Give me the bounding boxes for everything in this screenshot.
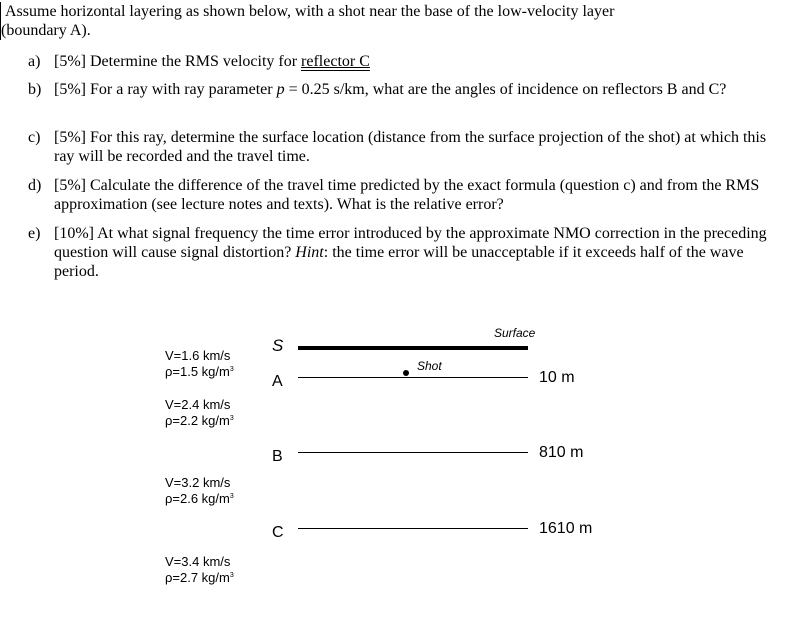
- question-text: [10%] At what signal frequency the time error introduced by the approximate NMO correction in the preceding question will cause signal distortion?: [54, 225, 767, 261]
- problem-intro: [0, 2, 790, 40]
- surface-line: [298, 346, 528, 350]
- boundary-label-a: A: [272, 373, 283, 390]
- boundary-line-a: [298, 377, 528, 378]
- surface-label: Surface: [494, 326, 536, 340]
- boundary-label-c: C: [272, 524, 284, 541]
- reflector-c-link[interactable]: reflector C: [301, 53, 370, 70]
- layer-1-properties: [165, 348, 234, 380]
- layer-velocity: V=3.2 km/s: [165, 475, 231, 490]
- question-text: [5%] For a ray with ray parameter: [54, 81, 277, 98]
- ray-parameter-symbol: p: [276, 81, 285, 98]
- boundary-label-b: B: [272, 448, 283, 465]
- depth-label-c: 1610 m: [539, 520, 593, 537]
- question-text-cont: : the time error will be unacceptable if it exceeds half of the wave period.: [54, 244, 744, 280]
- layer-density: ρ=2.6 $kg/m^3$: [165, 491, 234, 506]
- layer-4-properties: [165, 554, 234, 586]
- depth-label-b: 810 m: [539, 444, 584, 461]
- boundary-label-s: S: [272, 336, 284, 355]
- layer-2-properties: [165, 397, 234, 429]
- question-d: [28, 176, 773, 214]
- question-text: [5%] For this ray, determine the surface location (distance from the surface projection of the shot) at which this ray will be recorded and the travel time.: [54, 129, 767, 165]
- question-letter: c): [28, 129, 41, 146]
- question-a: [28, 52, 773, 71]
- question-letter: d): [28, 177, 42, 194]
- layer-density: ρ=2.7 $kg/m^3$: [165, 570, 234, 585]
- depth-label-a: 10 m: [539, 369, 575, 386]
- shot-marker: [403, 370, 409, 376]
- question-letter: e): [28, 225, 41, 242]
- intro-line-1: Assume horizontal layering as shown below, with a shot near the base of the low-velocity layer: [5, 3, 615, 20]
- hint-label: Hint: [295, 244, 324, 261]
- boundary-line-c: [298, 528, 528, 529]
- layer-velocity: V=3.4 km/s: [165, 554, 231, 569]
- layer-velocity: V=2.4 km/s: [165, 397, 231, 412]
- layer-density: ρ=1.5 $kg/m^3$: [165, 364, 234, 379]
- question-letter: b): [28, 81, 42, 98]
- question-e: [28, 224, 773, 281]
- question-text: [5%] Calculate the difference of the travel time predicted by the exact formula (question c) and from the RMS approximation (see lecture notes and texts). What is the relative error?: [54, 177, 760, 213]
- question-text: [5%] Determine the RMS velocity for: [54, 53, 302, 70]
- boundary-line-b: [298, 452, 528, 453]
- layer-velocity: V=1.6 km/s: [165, 348, 231, 363]
- question-letter: a): [28, 53, 41, 70]
- question-c: [28, 128, 773, 166]
- question-b: [28, 80, 773, 99]
- shot-label: Shot: [417, 359, 442, 373]
- layer-density: ρ=2.2 $kg/m^3$: [165, 413, 234, 428]
- question-text-cont: = 0.25 s/km, what are the angles of incidence on reflectors B and C?: [284, 81, 727, 98]
- layer-3-properties: [165, 475, 234, 507]
- intro-line-2: (boundary A).: [1, 22, 91, 39]
